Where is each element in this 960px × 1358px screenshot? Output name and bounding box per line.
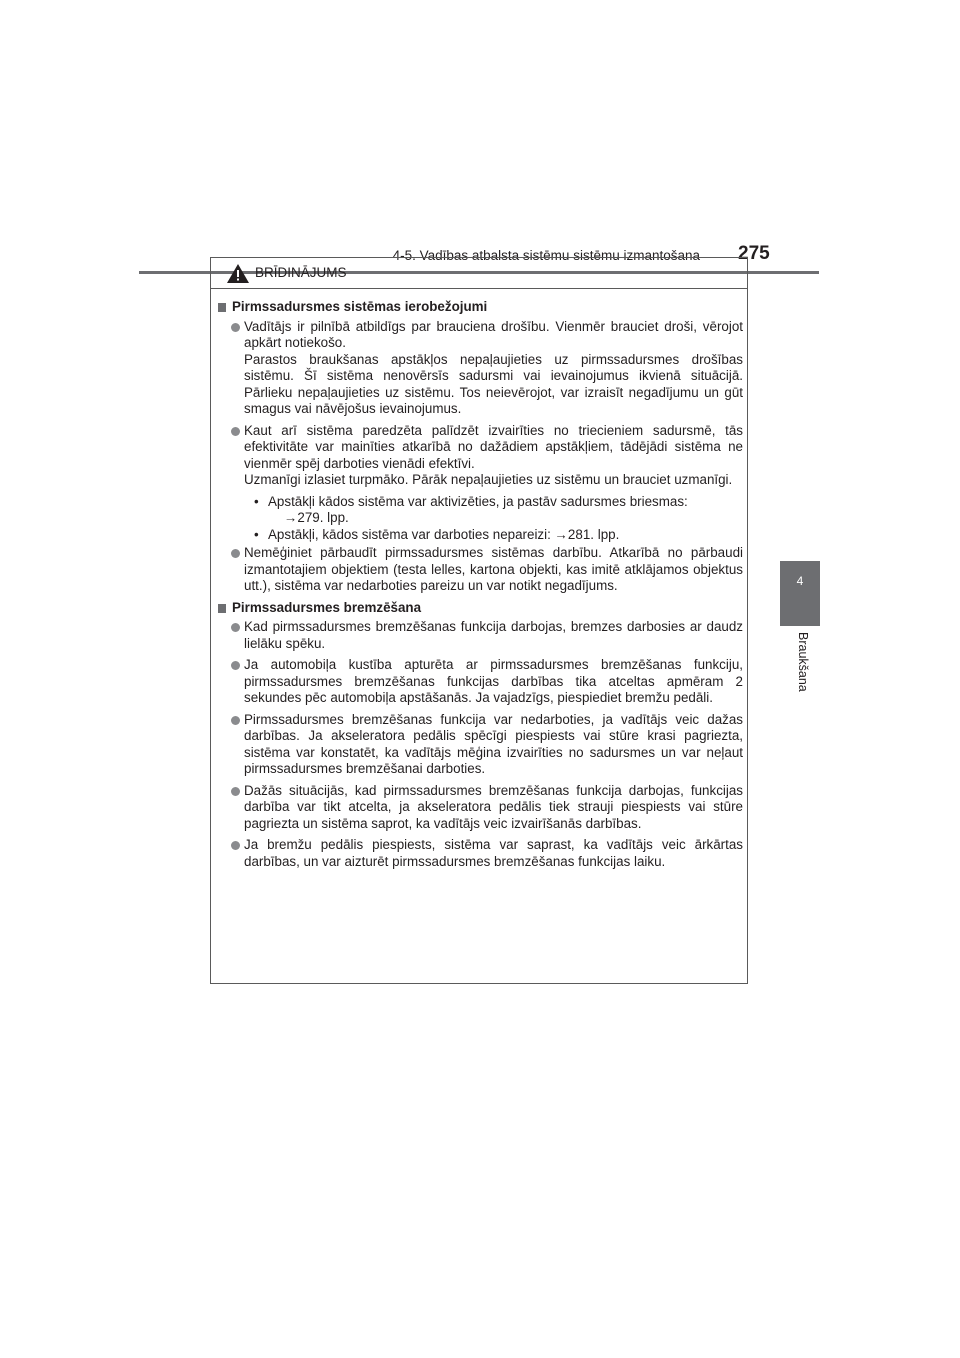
section-heading: Pirmssadursmes bremzēšana — [217, 600, 743, 617]
round-bullet-icon — [231, 549, 240, 558]
warning-box — [210, 257, 748, 984]
sub-list-item: • Apstākļi kādos sistēma var aktivizēties, ja pastāv sadursmes briesmas: →279. lpp. — [217, 494, 743, 527]
round-bullet-icon — [231, 841, 240, 850]
section-heading: Pirmssadursmes sistēmas ierobežojumi — [217, 299, 743, 316]
list-item — [217, 837, 743, 870]
paragraph: Kad pirmssadursmes bremzēšanas funkcija darbojas, bremzes darbosies ar daudz lielāku spēku. — [244, 619, 743, 651]
small-bullet-icon: • — [254, 493, 259, 509]
round-bullet-icon — [231, 427, 240, 436]
list-item — [217, 657, 743, 707]
round-bullet-icon — [231, 661, 240, 670]
paragraph: Dažās situācijās, kad pirmssadursmes bremzēšanas funkcija darbojas, funkcijas darbība var tikt atcelta, ja akseleratora pedālis tiek strauji piespiests vai stūre pagriezta un sistēma saprot, ka vadītājs veic izvairīšanās darbības. — [244, 782, 743, 831]
small-bullet-icon: • — [254, 526, 259, 542]
round-bullet-icon — [231, 716, 240, 725]
round-bullet-icon — [231, 623, 240, 632]
paragraph: Pirmssadursmes bremzēšanas funkcija var nedarboties, ja vadītājs veic dažas darbības. Ja akseleratora pedālis spēcīgi piespiests vai stūre krasi pagriezta, sistēma var konstatēt, ka vadītājs mēģina izvairīties no sadursmes un var neļaut pirmssadursmes bremzēšanai darboties. — [244, 711, 743, 776]
warning-header — [211, 258, 747, 289]
chapter-tab — [780, 561, 820, 626]
round-bullet-icon — [231, 323, 240, 332]
list-item — [217, 783, 743, 833]
list-item — [217, 619, 743, 652]
paragraph: Ja automobiļa kustība apturēta ar pirmssadursmes bremzēšanas funkciju, pirmssadursmes bremzēšanas funkcijas darbības tika atceltas apmēram 2 sekundes pēc automobiļa apstāšanās. Ja vajadzīgs, piespiediet bremžu pedāli. — [244, 657, 743, 705]
list-item — [217, 423, 743, 489]
square-bullet-icon — [218, 303, 226, 312]
paragraph: Kaut arī sistēma paredzēta palīdzēt izvairīties no triecieniem sadursmē, tās efektivitāte var mainīties atkarībā no dažādiem apstākļiem, tādējādi sistēma ne vienmēr spēj darboties vienādi efektīvi. — [244, 422, 743, 471]
warning-icon — [227, 264, 249, 283]
paragraph: Nemēģiniet pārbaudīt pirmssadursmes sistēmas darbību. Atkarībā no pārbaudi izmantotajiem objektiem (testa lelles, kartona objekti, kas imitē atklājamos objektus utt.), sistēma var nedarboties pareizu un var notikt negadījums. — [244, 545, 743, 593]
chapter-label: Braukšana — [796, 632, 810, 692]
running-header: 4-5. Vadības atbalsta sistēmu sistēmu izmantošana — [392, 248, 700, 263]
paragraph: Ja bremžu pedālis piespiests, sistēma var saprast, ka vadītājs veic ārkārtas darbības, un var aizturēt pirmssadursmes bremzēšanas funkcijas laiku. — [244, 837, 743, 869]
round-bullet-icon — [231, 787, 240, 796]
list-item — [217, 712, 743, 778]
chapter-number: 4 — [796, 574, 804, 588]
page-reference: →279. lpp. — [284, 510, 349, 525]
page-number: 275 — [738, 243, 770, 264]
paragraph: Vadītājs ir pilnībā atbildīgs par brauciena drošību. Vienmēr brauciet droši, vērojot apkārt notiekošo. — [244, 318, 743, 350]
paragraph: Parastos braukšanas apstākļos nepaļaujieties uz pirmssadursmes drošības sistēmu. Šī sistēma nenovērsīs sadursmi vai ievainojumus ikvienā situācijā. Pārlieku nepaļaujieties uz sistēmu. Tos neievērojot, var izraisīt negadījumu un gūt smagus vai nāvējošus ievainojumus. — [244, 351, 743, 416]
list-item — [217, 319, 743, 418]
square-bullet-icon — [218, 604, 226, 613]
warning-content — [217, 299, 743, 875]
sub-list-item: • Apstākļi, kādos sistēma var darboties nepareizi: →281. lpp. — [254, 526, 620, 542]
warning-label: BRĪDINĀJUMS — [255, 265, 347, 280]
list-item — [217, 545, 743, 595]
paragraph: Uzmanīgi izlasiet turpmāko. Pārāk nepaļaujieties uz sistēmu un brauciet uzmanīgi. — [244, 472, 733, 487]
